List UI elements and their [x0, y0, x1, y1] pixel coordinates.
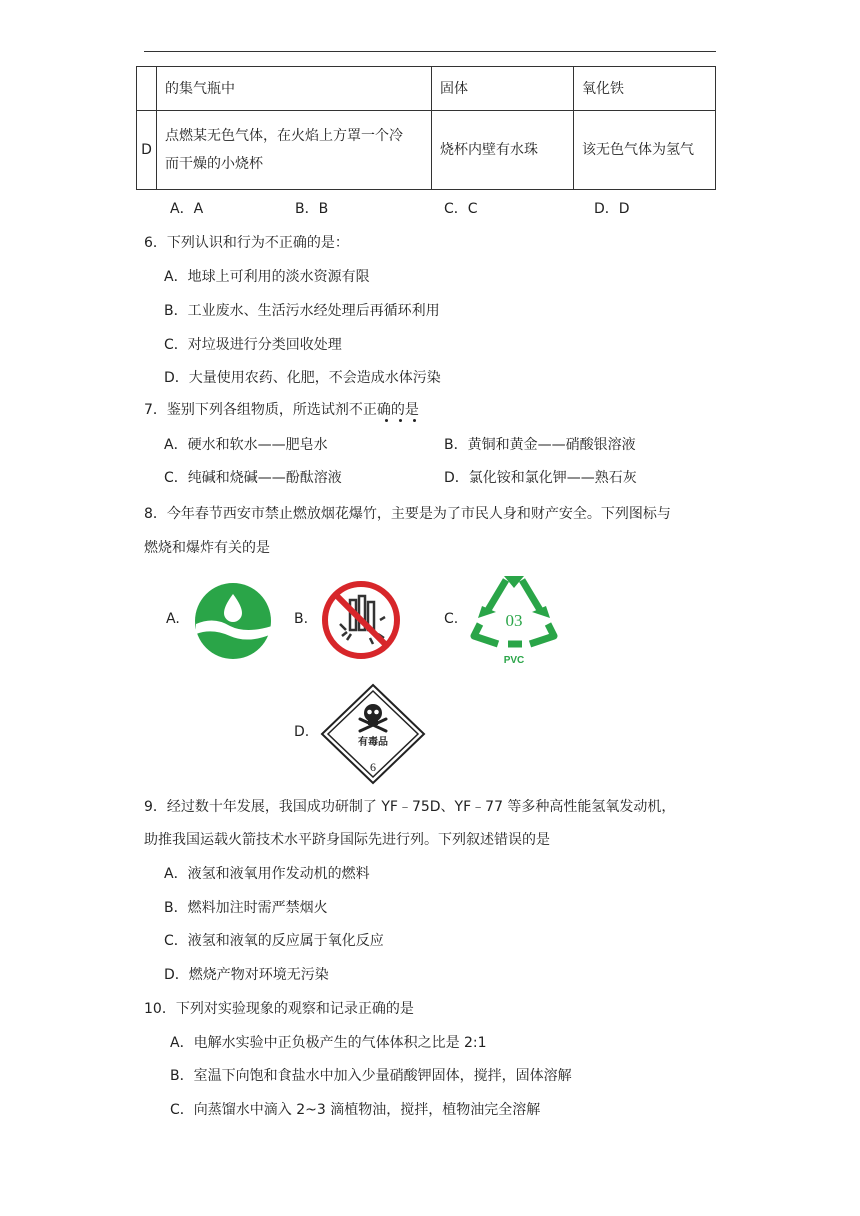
- emphasis-dot: [385, 419, 388, 422]
- header-rule: [144, 51, 716, 52]
- row-label: D: [137, 111, 157, 190]
- toxic-substance-icon: [320, 683, 426, 785]
- emphasis-dot: [413, 419, 416, 422]
- table-cell: 固体: [432, 67, 574, 111]
- q9-option-a: A．液氢和液氧用作发动机的燃料: [164, 866, 370, 882]
- q7-option-a: A．硬水和软水——肥皂水: [164, 437, 328, 453]
- q9-option-c: C．液氢和液氧的反应属于氧化反应: [164, 933, 384, 949]
- q7-stem: 7．鉴别下列各组物质，所选试剂不正确的是: [144, 402, 419, 418]
- q10-option-c: C．向蒸馏水中滴入 2~3 滴植物油，搅拌，植物油完全溶解: [170, 1102, 541, 1118]
- cell-line: 点燃某无色气体，在火焰上方罩一个冷: [165, 128, 403, 144]
- q5-option-a: A．A: [170, 201, 204, 217]
- cell-line: 而干燥的小烧杯: [165, 156, 263, 172]
- q6-option-d: D．大量使用农药、化肥，不会造成水体污染: [164, 370, 441, 386]
- recycle-number: 03: [505, 611, 523, 630]
- table-row: [137, 67, 716, 111]
- water-saving-icon: [192, 582, 276, 660]
- q8-label-a: A.: [166, 611, 180, 627]
- q8-label-b: B.: [294, 611, 309, 627]
- q6-option-a: A．地球上可利用的淡水资源有限: [164, 269, 370, 285]
- q9-stem-line2: 助推我国运载火箭技术水平跻身国际先进行列。下列叙述错误的是: [144, 832, 550, 848]
- row-label: [137, 67, 157, 111]
- table-cell: [157, 111, 432, 190]
- q10-option-a: A．电解水实验中正负极产生的气体体积之比是 2:1: [170, 1035, 487, 1051]
- recycle-material: PVC: [503, 655, 525, 666]
- q6-option-c: C．对垃圾进行分类回收处理: [164, 337, 342, 353]
- table-cell: 的集气瓶中: [157, 67, 432, 111]
- table-cell: 氧化铁: [574, 67, 716, 111]
- experiment-table: [136, 66, 716, 190]
- q9-stem-line1: 9．经过数十年发展，我国成功研制了 YF﹣75D、YF﹣77 等多种高性能氢氧发动机，: [144, 799, 676, 815]
- q8-label-d: D.: [294, 724, 310, 740]
- q7-option-b: B．黄铜和黄金——硝酸银溶液: [444, 437, 636, 453]
- q6-option-b: B．工业废水、生活污水经处理后再循环利用: [164, 303, 440, 319]
- q8-label-c: C.: [444, 611, 459, 627]
- q8-stem-line2: 燃烧和爆炸有关的是: [144, 540, 270, 556]
- q10-option-b: B．室温下向饱和食盐水中加入少量硝酸钾固体，搅拌，固体溶解: [170, 1068, 572, 1084]
- q10-stem: 10．下列对实验现象的观察和记录正确的是: [144, 1001, 414, 1017]
- no-fireworks-icon: [320, 580, 402, 660]
- toxic-class-number: 6: [370, 760, 376, 774]
- toxic-label: 有毒品: [358, 737, 388, 748]
- table-cell: 烧杯内壁有水珠: [432, 111, 574, 190]
- q8-stem-line1: 8．今年春节西安市禁止燃放烟花爆竹，主要是为了市民人身和财产安全。下列图标与: [144, 506, 671, 522]
- q5-option-c: C．C: [444, 201, 478, 217]
- emphasis-dot: [399, 419, 402, 422]
- recycle-pvc-icon: [468, 572, 560, 668]
- q7-option-c: C．纯碱和烧碱——酚酞溶液: [164, 470, 342, 486]
- q5-option-d: D．D: [594, 201, 630, 217]
- table-cell: 该无色气体为氢气: [574, 111, 716, 190]
- q5-option-b: B．B: [295, 201, 329, 217]
- q9-option-d: D．燃烧产物对环境无污染: [164, 967, 329, 983]
- q9-option-b: B．燃料加注时需严禁烟火: [164, 900, 328, 916]
- q7-option-d: D．氯化铵和氯化钾——熟石灰: [444, 470, 637, 486]
- q6-stem: 6．下列认识和行为不正确的是：: [144, 235, 349, 251]
- table-row: [137, 111, 716, 190]
